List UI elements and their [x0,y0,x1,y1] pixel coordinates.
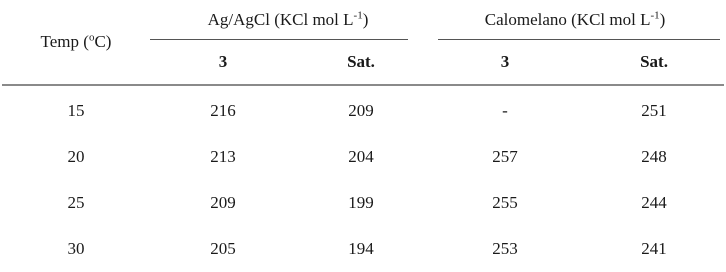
group-header-ag-agcl-text: Ag/AgCl (KCl mol L [207,10,354,29]
cell-calomelano-3: 257 [492,147,518,166]
cell-ag-agcl-3: 209 [210,193,236,212]
cell-ag-agcl-sat: 209 [348,101,374,120]
cell-temp: 25 [67,193,85,212]
table-row [2,226,724,272]
header-row-groups [2,0,724,40]
table-row [2,134,724,180]
cell-ag-agcl-sat: 204 [348,147,374,166]
temperature-header [2,0,150,85]
cell-calomelano-sat: 244 [641,193,667,212]
table-row [2,180,724,226]
cell-calomelano-sat: 241 [641,239,667,258]
cell-calomelano-3: 255 [492,193,518,212]
cell-calomelano-3: - [502,101,508,120]
cell-calomelano-3: 253 [492,239,518,258]
temperature-header-tail: C) [94,32,112,51]
subheader-calomelano-sat: Sat. [584,40,724,85]
group-header-calomelano-tail: ) [659,10,666,29]
subheader-ag-agcl-3: 3 [150,40,296,85]
cell-ag-agcl-3: 213 [210,147,236,166]
cell-ag-agcl-3: 216 [210,101,236,120]
cell-temp: 15 [67,101,85,120]
cell-temp: 30 [67,239,85,258]
group-header-calomelano [426,0,724,40]
cell-ag-agcl-sat: 199 [348,193,374,212]
group-header-ag-agcl-sup: -1 [353,9,363,22]
cell-temp: 20 [67,147,85,166]
cell-calomelano-sat: 248 [641,147,667,166]
cell-ag-agcl-3: 205 [210,239,236,258]
group-header-ag-agcl [150,0,426,40]
group-header-calomelano-text: Calomelano (KCl mol L [484,10,651,29]
group-header-ag-agcl-tail: ) [362,10,369,29]
temperature-header-sup: o [88,31,95,44]
subheader-ag-agcl-sat: Sat. [296,40,426,85]
cell-ag-agcl-sat: 194 [348,239,374,258]
subheader-calomelano-3: 3 [426,40,584,85]
table-row [2,85,724,134]
temperature-header-text: Temp ( [40,32,89,51]
potential-table [2,0,724,272]
group-header-calomelano-sup: -1 [650,9,660,22]
cell-calomelano-sat: 251 [641,101,667,120]
